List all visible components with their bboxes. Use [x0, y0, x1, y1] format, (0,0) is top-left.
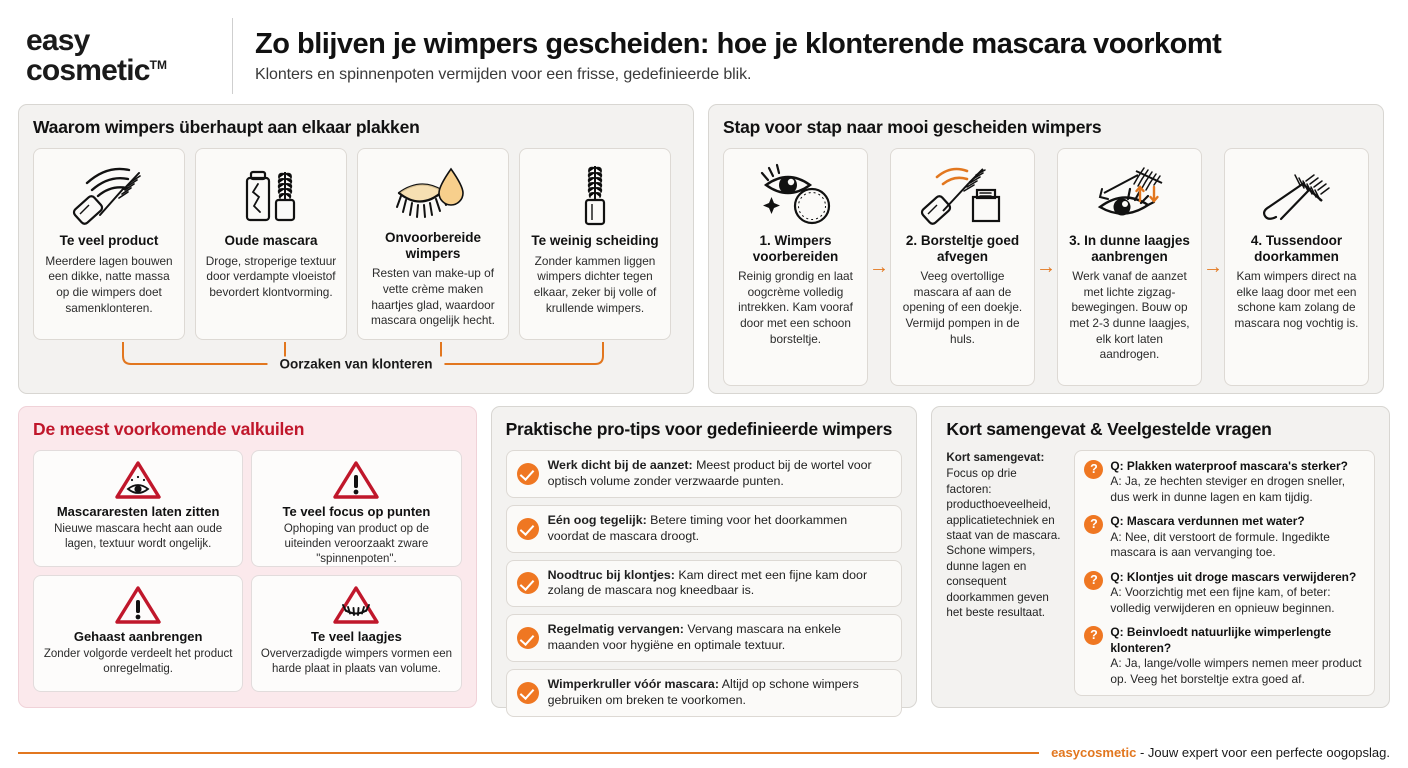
- step-card-title: 2. Borsteltje goed afvegen: [905, 233, 1020, 264]
- connector-label: Oorzaken van klonteren: [267, 357, 444, 372]
- pitfall-card-title: Gehaast aanbrengen: [73, 629, 203, 644]
- faq-item-text: [1110, 570, 1365, 616]
- panel-causes-title: Waarom wimpers überhaupt aan elkaar plakken: [33, 117, 420, 137]
- header-text-block: [255, 28, 1390, 84]
- question-badge-icon: ?: [1084, 571, 1103, 590]
- mascara-brush-upright-icon: [566, 157, 624, 231]
- pitfall-card-body: Nieuwe mascara hecht aan oude lagen, textuur wordt ongelijk.: [54, 523, 223, 550]
- pitfall-card-title: Te veel focus op punten: [282, 504, 431, 519]
- logo-trademark: TM: [149, 57, 167, 72]
- bottom-row: [18, 406, 1390, 708]
- page-title: Zo blijven je wimpers gescheiden: hoe je klonterende mascara voorkomt: [255, 27, 1222, 60]
- step-card-body: Veeg overtollige mascara af aan de opening of een doekje. Vermijd pompen in de huls.: [902, 269, 1023, 346]
- tip-item-4[interactable]: [506, 614, 903, 662]
- faq-item-3[interactable]: [1084, 570, 1365, 616]
- question-badge-icon: ?: [1084, 626, 1103, 645]
- step-card-title: 3. In dunne laagjes aanbrengen: [1069, 233, 1190, 264]
- faq-summary-heading: Kort samengevat:: [946, 451, 1045, 464]
- faq-answer: A: Ja, ze hechten steviger en drogen sneller, dus werk in dunne lagen en kam tijdig.: [1110, 474, 1346, 504]
- tip-rest: Vervang mascara na enkele maanden voor hygiëne en optimale textuur.: [547, 622, 841, 653]
- causes-connector: [33, 342, 679, 386]
- pitfall-card-1[interactable]: [33, 450, 243, 567]
- faq-question: Q: Mascara verdunnen met water?: [1110, 514, 1305, 529]
- footer-brand: easycosmetic: [1051, 745, 1137, 760]
- eye-sparkle-cleanse-icon: [750, 157, 842, 231]
- step-arrow-2: →: [1036, 255, 1056, 278]
- cause-card-te-veel-product[interactable]: [33, 148, 185, 340]
- top-row: [18, 104, 1390, 394]
- faq-item-4[interactable]: [1084, 625, 1365, 687]
- question-badge-icon: ?: [1084, 515, 1103, 534]
- cause-card-title: Te weinig scheiding: [531, 233, 659, 248]
- step-card-body: Kam wimpers direct na elke laag door met een schone kam zolang de mascara nog vochtig is.: [1234, 269, 1359, 331]
- faq-item-2[interactable]: [1084, 514, 1365, 560]
- tip-lead: Noodtruc bij klontjes:: [547, 567, 675, 582]
- page-subtitle: Klonters en spinnenpoten vermijden voor een frisse, gedefinieerde blik.: [255, 66, 752, 84]
- panel-tips: [491, 406, 918, 708]
- footer-rule: [18, 752, 1039, 754]
- cause-card-onvoorbereide-wimpers[interactable]: [357, 148, 509, 340]
- tip-rest: Meest product bij de wortel voor optisch volume zonder verzwaarde punten.: [547, 458, 872, 488]
- faq-content: [946, 450, 1375, 696]
- check-circle-icon: [517, 518, 539, 540]
- tip-rest: Altijd op schone wimpers gebruiken om breken te voorkomen.: [547, 677, 859, 707]
- pitfall-card-title: Te veel laagjes: [311, 629, 402, 644]
- faq-answer: A: Nee, dit verstoort de formule. Ingedikte mascara is aan vervanging toe.: [1110, 529, 1330, 560]
- warning-exclamation-icon: [332, 459, 380, 501]
- eye-zigzag-application-icon: [1082, 157, 1178, 231]
- check-circle-icon: [517, 572, 539, 594]
- page-header: [18, 0, 1390, 104]
- cause-card-body: Resten van make-up of vette crème maken haartjes glad, waardoor mascara ongelijk hecht.: [371, 266, 495, 328]
- page-footer: [18, 745, 1390, 760]
- step-card-3[interactable]: [1057, 148, 1202, 386]
- step-card-title: 4. Tussendoor doorkammen: [1250, 233, 1343, 264]
- pitfall-card-grid: [33, 450, 462, 692]
- tip-item-3[interactable]: [506, 560, 903, 608]
- step-arrow-3: →: [1203, 255, 1223, 278]
- faq-item-text: [1110, 625, 1365, 687]
- cause-card-title: Te veel product: [59, 233, 159, 248]
- logo-line-1: easy: [26, 24, 90, 58]
- footer-text: [1051, 745, 1390, 760]
- step-card-body: Werk vanaf de aanzet met lichte zigzag-bewegingen. Bouw op met 2-3 dunne laagjes, elk kort laten aandrogen.: [1069, 269, 1190, 362]
- warning-lashes-icon: [332, 584, 380, 626]
- tip-text: [548, 513, 892, 545]
- faq-item-text: [1110, 459, 1365, 505]
- tip-lead: Wimperkruller vóór mascara:: [547, 677, 719, 691]
- tip-text: [548, 622, 892, 654]
- faq-item-1[interactable]: [1084, 459, 1365, 505]
- cause-card-body: Zonder kammen liggen wimpers dichter tegen elkaar, zeker bij volle of krullende wimpers.: [533, 253, 657, 315]
- header-divider: [232, 18, 233, 94]
- pitfall-card-3[interactable]: [33, 575, 243, 692]
- check-circle-icon: [517, 682, 539, 704]
- step-card-2[interactable]: [890, 148, 1035, 386]
- tip-rest: Betere timing voor het doorkammen voordat de mascara droogt.: [547, 512, 848, 543]
- old-mascara-tube-icon: [231, 157, 311, 231]
- faq-summary-body: Focus op drie factoren: producthoeveelheid, applicatietechniek en staat van de mascara. Schone wimpers, dunne lagen en consequent doorkammen geven het beste resultaat.: [946, 467, 1061, 620]
- brand-logo: [18, 24, 218, 87]
- tip-rest: Kam direct met een fijne kam door zolang de mascara nog kneedbaar is.: [547, 567, 868, 598]
- step-card-1[interactable]: [723, 148, 868, 386]
- step-card-4[interactable]: [1224, 148, 1369, 386]
- cause-card-oude-mascara[interactable]: [195, 148, 347, 340]
- faq-question: Q: Beinvloedt natuurlijke wimperlengte klonteren?: [1110, 625, 1332, 655]
- wand-wipe-tube-icon: [917, 157, 1009, 231]
- faq-item-text: [1110, 514, 1365, 560]
- logo-line-2: cosmetic: [26, 53, 150, 87]
- faq-answer: A: Ja, lange/volle wimpers nemen meer product op. Veeg het borsteltje extra goed af.: [1110, 656, 1362, 686]
- tip-item-2[interactable]: [506, 505, 903, 553]
- panel-causes: [18, 104, 694, 394]
- lash-comb-icon: [1254, 157, 1340, 231]
- step-card-title: 1. Wimpers voorbereiden: [752, 233, 839, 264]
- tip-text: [548, 568, 892, 600]
- panel-tips-title: Praktische pro-tips voor gedefinieerde wimpers: [505, 419, 893, 439]
- tip-lead: Regelmatig vervangen:: [547, 622, 684, 637]
- faq-answer: A: Voorzichtig met een fijne kam, of beter: volledig verwijderen en opnieuw beginnen.: [1110, 585, 1335, 615]
- cause-card-title: Oude mascara: [224, 233, 318, 248]
- panel-steps-title: Stap voor stap naar mooi gescheiden wimpers: [723, 117, 1102, 137]
- check-circle-icon: [517, 463, 539, 485]
- faq-question: Q: Plakken waterproof mascara's sterker?: [1110, 459, 1348, 473]
- tip-text: [548, 458, 892, 490]
- warning-eye-residue-icon: [114, 459, 162, 501]
- check-circle-icon: [517, 627, 539, 649]
- warning-exclamation-icon: [114, 584, 162, 626]
- pitfall-card-title: Mascararesten laten zitten: [56, 504, 220, 519]
- pitfall-card-2[interactable]: [251, 450, 461, 567]
- step-card-body: Reinig grondig en laat oogcrème volledig intrekken. Kam vooraf door met een schoon borsteltje.: [738, 269, 853, 346]
- cause-card-title: Onvoorbereide wimpers: [384, 230, 482, 261]
- causes-card-grid: [33, 148, 679, 340]
- cause-card-te-weinig-scheiding[interactable]: [519, 148, 671, 340]
- mascara-wand-motion-icon: [67, 157, 151, 231]
- tip-text: [548, 677, 892, 709]
- pitfall-card-body: Ophoping van product op de uiteinden veroorzaakt zware "spinnenpoten".: [283, 523, 429, 565]
- footer-tagline: - Jouw expert voor een perfecte oogopslag.: [1136, 745, 1390, 760]
- cause-card-body: Meerdere lagen bouwen een dikke, natte massa op die wimpers doet samenklonteren.: [45, 253, 173, 315]
- tip-lead: Eén oog tegelijk:: [547, 512, 647, 527]
- tip-item-5[interactable]: [506, 669, 903, 717]
- tip-lead: Werk dicht bij de aanzet:: [547, 458, 693, 472]
- pitfall-card-body: Zonder volgorde verdeelt het product onregelmatig.: [43, 648, 233, 675]
- pitfall-card-body: Oververzadigde wimpers vormen een harde plaat in plaats van volume.: [260, 648, 452, 675]
- tip-item-1[interactable]: [506, 450, 903, 498]
- steps-card-grid: [723, 148, 1369, 386]
- faq-summary: [946, 450, 1064, 696]
- panel-pitfalls: [18, 406, 477, 708]
- question-badge-icon: ?: [1084, 460, 1103, 479]
- step-arrow-1: →: [869, 255, 889, 278]
- pitfall-card-4[interactable]: [251, 575, 461, 692]
- faq-question-list: [1074, 450, 1375, 696]
- cause-card-body: Droge, stroperige textuur door verdampte vloeistof bevordert klontvorming.: [205, 253, 337, 299]
- panel-faq-title: Kort samengevat & Veelgestelde vragen: [946, 419, 1272, 439]
- lash-cream-droplet-icon: [387, 157, 479, 228]
- panel-faq: [931, 406, 1390, 708]
- panel-pitfalls-title: De meest voorkomende valkuilen: [33, 419, 305, 439]
- faq-question: Q: Klontjes uit droge mascars verwijderen?: [1110, 569, 1357, 584]
- panel-steps: [708, 104, 1384, 394]
